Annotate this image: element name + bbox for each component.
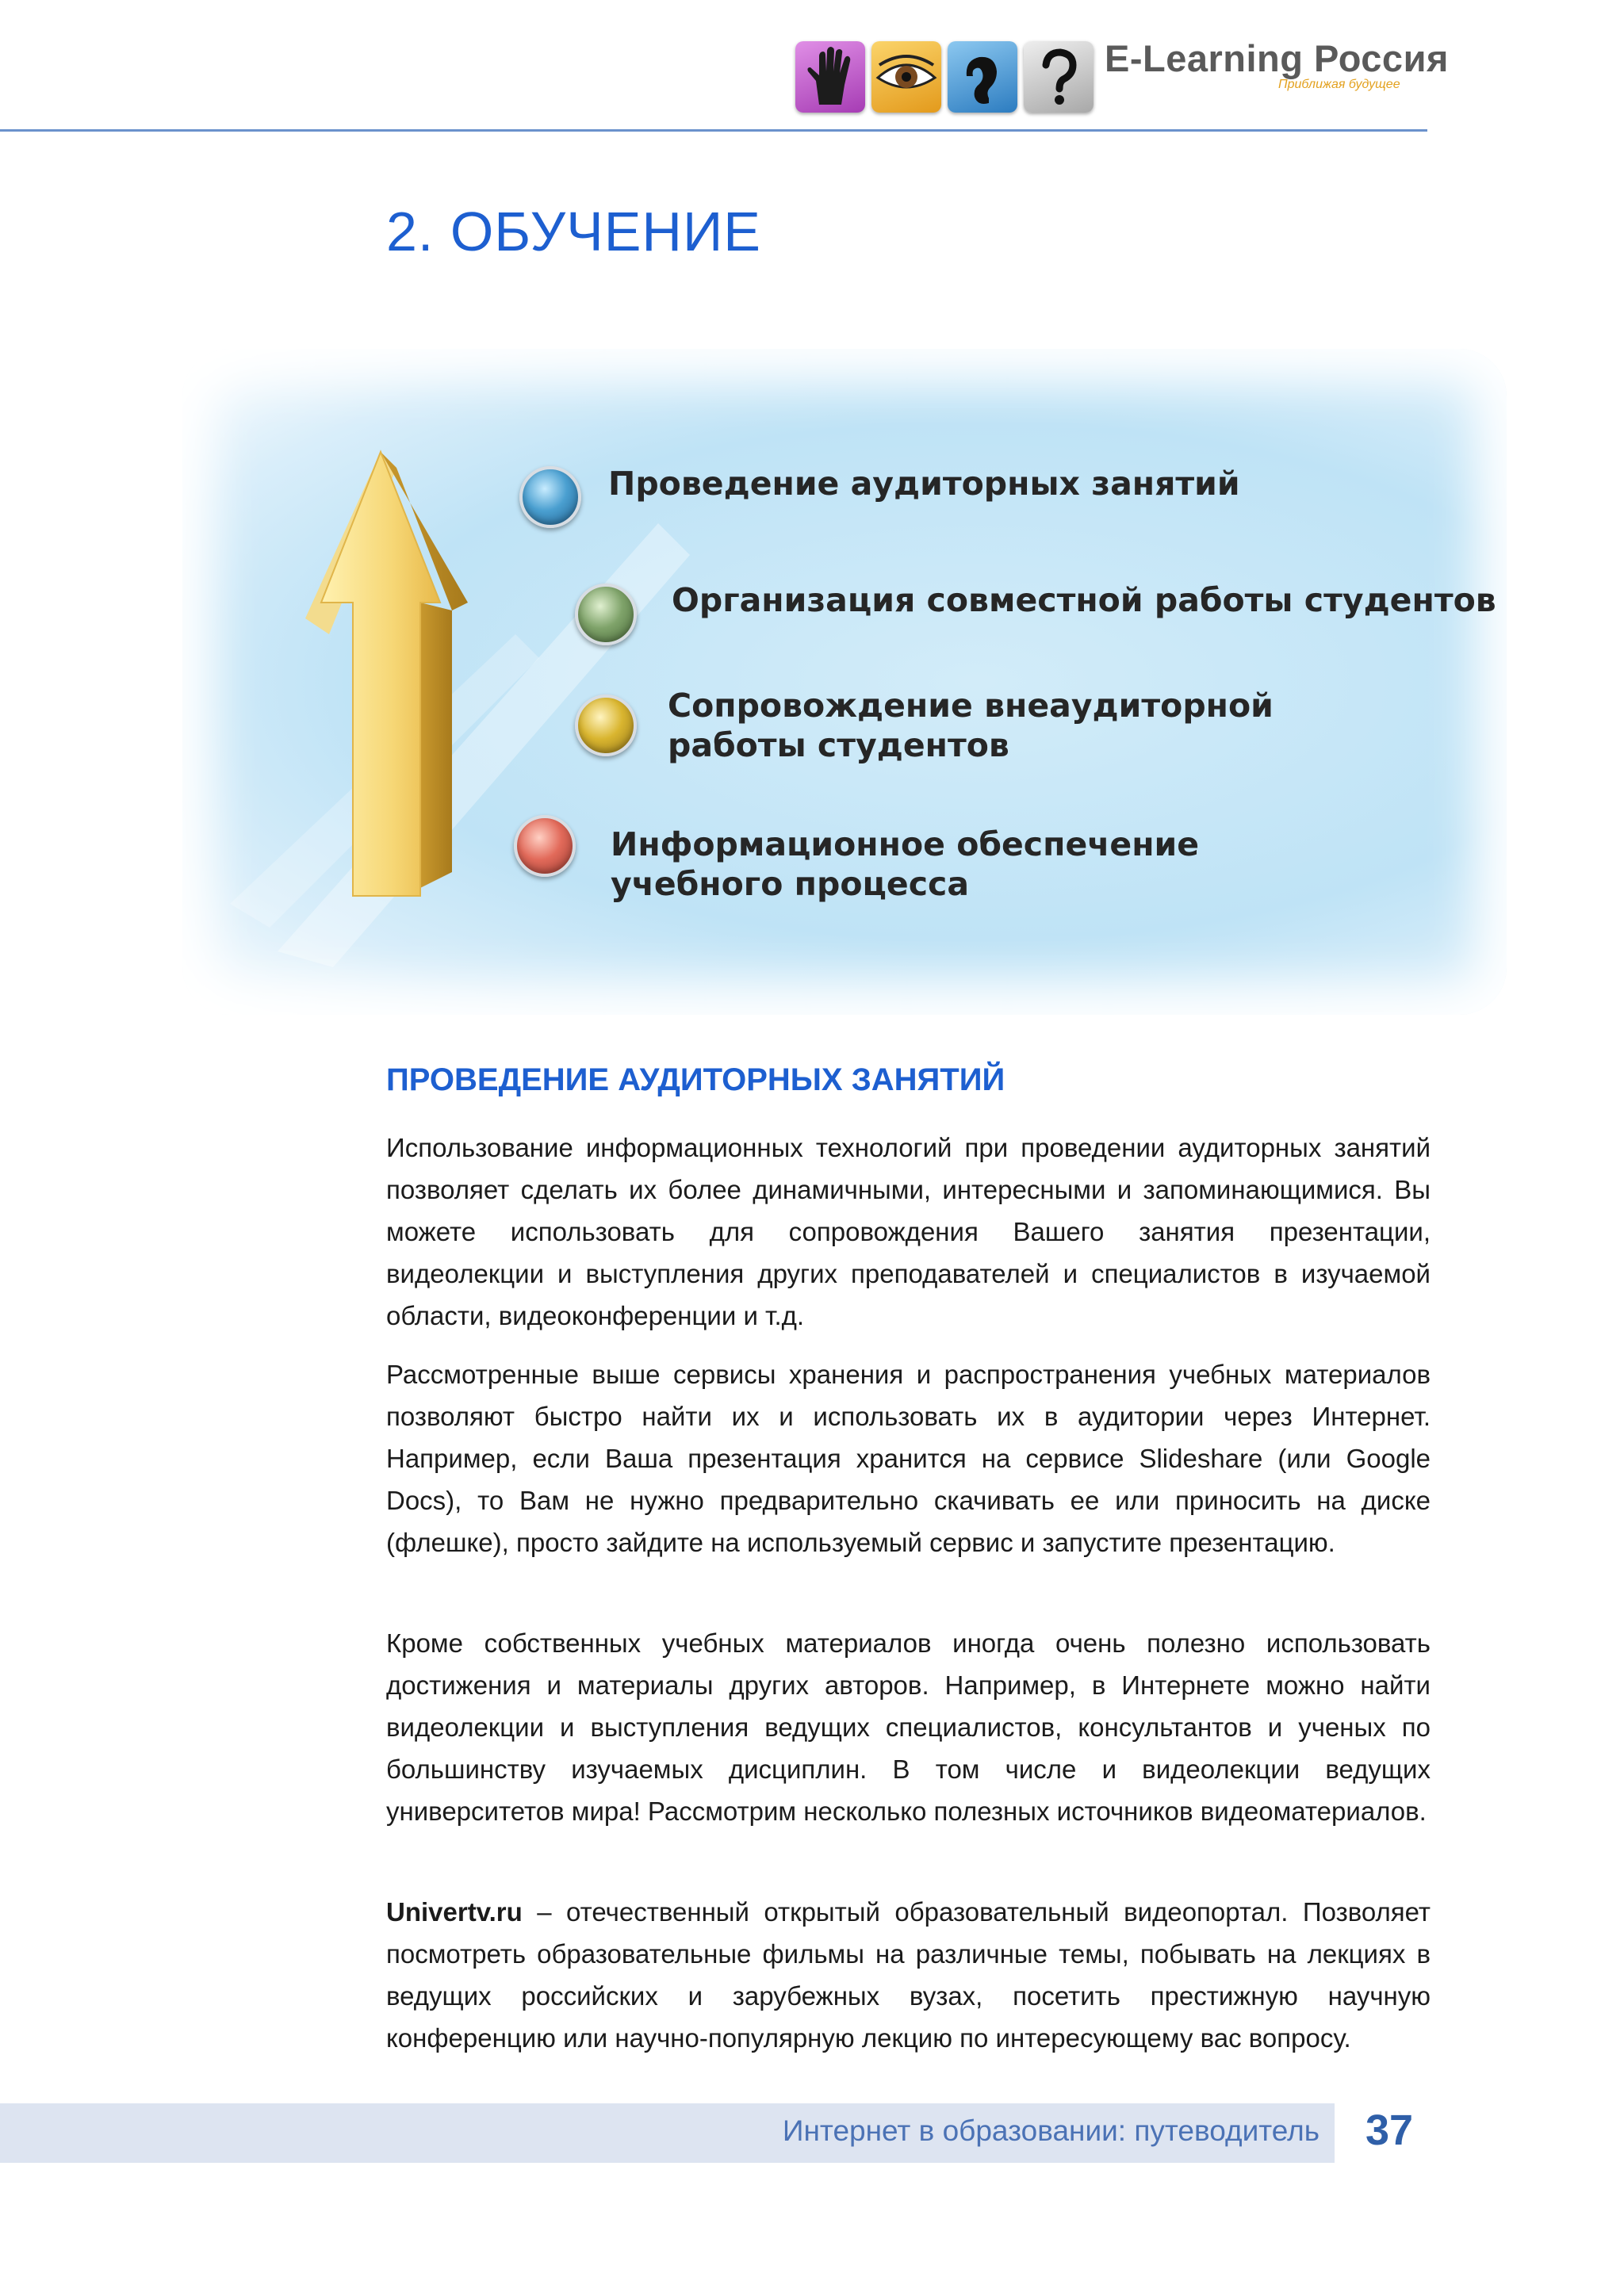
paragraph-1: Использование информационных технологий при проведении аудиторных занятий позволяет сделать их более динамичными, интересными и запоминающимися. Вы можете использовать для сопровождения Вашего занятия презентации, видеолекции и выступления других преподавателей и специалистов в изучаемой области, видеоконференции и т.д.: [386, 1133, 1431, 1330]
hand-icon: [795, 41, 865, 113]
diagram-item-3: Сопровождение внеаудиторной работы студентов: [668, 687, 1274, 764]
diagram-item-1: Проведение аудиторных занятий: [608, 465, 1240, 503]
diagram-item-2: Организация совместной работы студентов: [672, 581, 1496, 619]
chapter-title: 2. ОБУЧЕНИЕ: [386, 201, 761, 262]
univertv-description: – отечественный открытый образовательный видеопортал. Позволяет посмотреть образовательные фильмы на различные темы, побывать на лекциях в ведущих российских и зарубежных вузах, посетить престижную научную конференцию или научно-популярную лекцию по интересующему вас вопросу.: [386, 1897, 1431, 2053]
blue-sphere-icon: [519, 466, 581, 528]
learning-diagram: [182, 349, 1507, 1015]
eye-icon: [871, 41, 941, 113]
question-icon: [1024, 41, 1094, 113]
green-sphere-icon: [575, 584, 637, 645]
diagram-item-4: Информационное обеспечение учебного процесса: [611, 825, 1200, 903]
diagram-background: [182, 349, 1507, 1015]
red-sphere-icon: [514, 815, 576, 877]
brand-tagline: Приближая будущее: [1278, 78, 1400, 91]
page-number: 37: [1365, 2107, 1414, 2154]
yellow-sphere-icon: [575, 695, 637, 756]
paragraph-univertv: [386, 1891, 1431, 2059]
footer-title: Интернет в образовании: путеводитель: [782, 2114, 1320, 2147]
paragraph-3: Кроме собственных учебных материалов иногда очень полезно использовать достижения и материалы других авторов. Например, в Интернете можно найти видеолекции и выступления ведущих специалистов, консультантов и ученых по большинству изучаемых дисциплин. В том числе и видеолекции ведущих университетов мира! Рассмотрим несколько полезных источников видеоматериалов.: [386, 1628, 1431, 1826]
header-rule: [0, 129, 1427, 132]
section-heading: ПРОВЕДЕНИЕ АУДИТОРНЫХ ЗАНЯТИЙ: [386, 1062, 1005, 1097]
brand-name: E-Learning Россия: [1105, 37, 1449, 79]
paragraph-2: Рассмотренные выше сервисы хранения и распространения учебных материалов позволяют быстро найти их и использовать их в аудитории через Интернет. Например, если Ваша презентация хранится на сервисе Slideshare (или Google Docs), то Вам не нужно предварительно скачивать ее или приносить на диске (флешке), просто зайдите на используемый сервис и запустите презентацию.: [386, 1360, 1431, 1557]
univertv-link[interactable]: Univertv.ru: [386, 1897, 523, 1927]
ear-icon: [948, 41, 1017, 113]
brand-logo-icons: [795, 41, 1094, 114]
